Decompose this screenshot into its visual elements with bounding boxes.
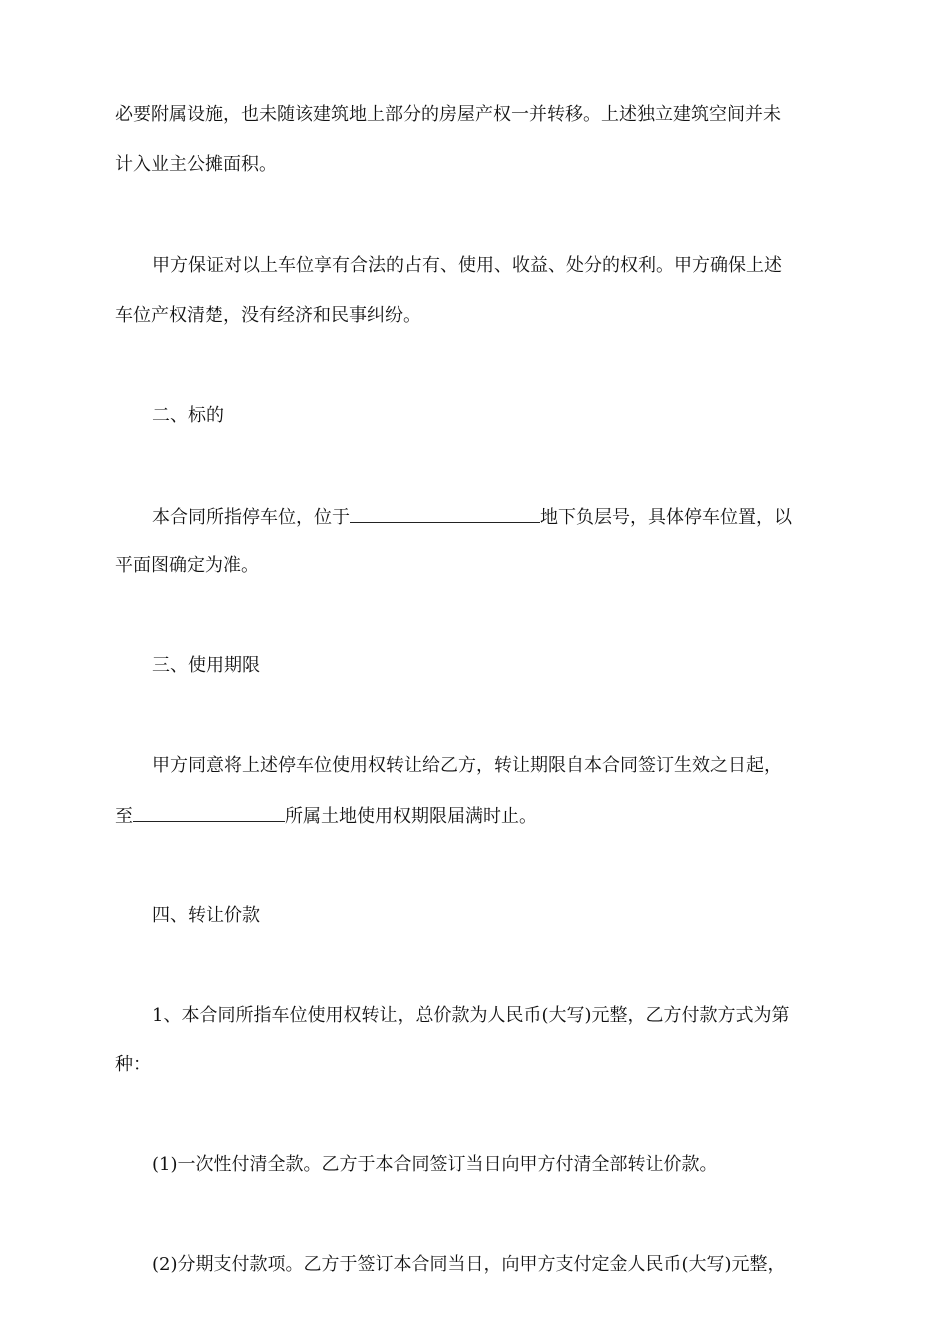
section-three-text-before: 至: [115, 806, 133, 827]
section-two-text-before: 本合同所指停车位，位于: [152, 507, 350, 528]
section-three-line-2: [115, 803, 840, 829]
section-two-text-after: 地下负层号，具体停车位置，以: [540, 507, 792, 528]
section-four-heading: 四、转让价款: [152, 905, 260, 926]
paragraph-guarantee-line-2: 车位产权清楚，没有经济和民事纠纷。: [115, 305, 421, 326]
paragraph-guarantee-line-1: 甲方保证对以上车位享有合法的占有、使用、收益、处分的权利。甲方确保上述: [152, 255, 782, 276]
section-three-text-after: 所属土地使用权期限届满时止。: [285, 806, 537, 827]
payment-option-2: (2)分期支付款项。乙方于签订本合同当日，向甲方支付定金人民币(大写)元整，: [152, 1254, 786, 1275]
payment-option-1: (1)一次性付清全款。乙方于本合同签订当日向甲方付清全部转让价款。: [152, 1154, 718, 1175]
section-two-line-1: [152, 504, 877, 530]
section-four-item-1-line-1: 1、本合同所指车位使用权转让，总价款为人民币(大写)元整，乙方付款方式为第: [152, 1005, 790, 1026]
location-blank-field: [350, 504, 540, 523]
term-blank-field: [133, 803, 285, 822]
section-four-item-1-line-2: 种：: [115, 1054, 151, 1075]
paragraph-facilities-line-2: 计入业主公摊面积。: [115, 154, 277, 175]
section-two-line-2: 平面图确定为准。: [115, 555, 259, 576]
paragraph-facilities-line-1: 必要附属设施，也未随该建筑地上部分的房屋产权一并转移。上述独立建筑空间并未: [115, 104, 781, 125]
section-three-line-1: 甲方同意将上述停车位使用权转让给乙方，转让期限自本合同签订生效之日起，: [152, 755, 782, 776]
section-two-heading: 二、标的: [152, 405, 224, 426]
section-three-heading: 三、使用期限: [152, 655, 260, 676]
